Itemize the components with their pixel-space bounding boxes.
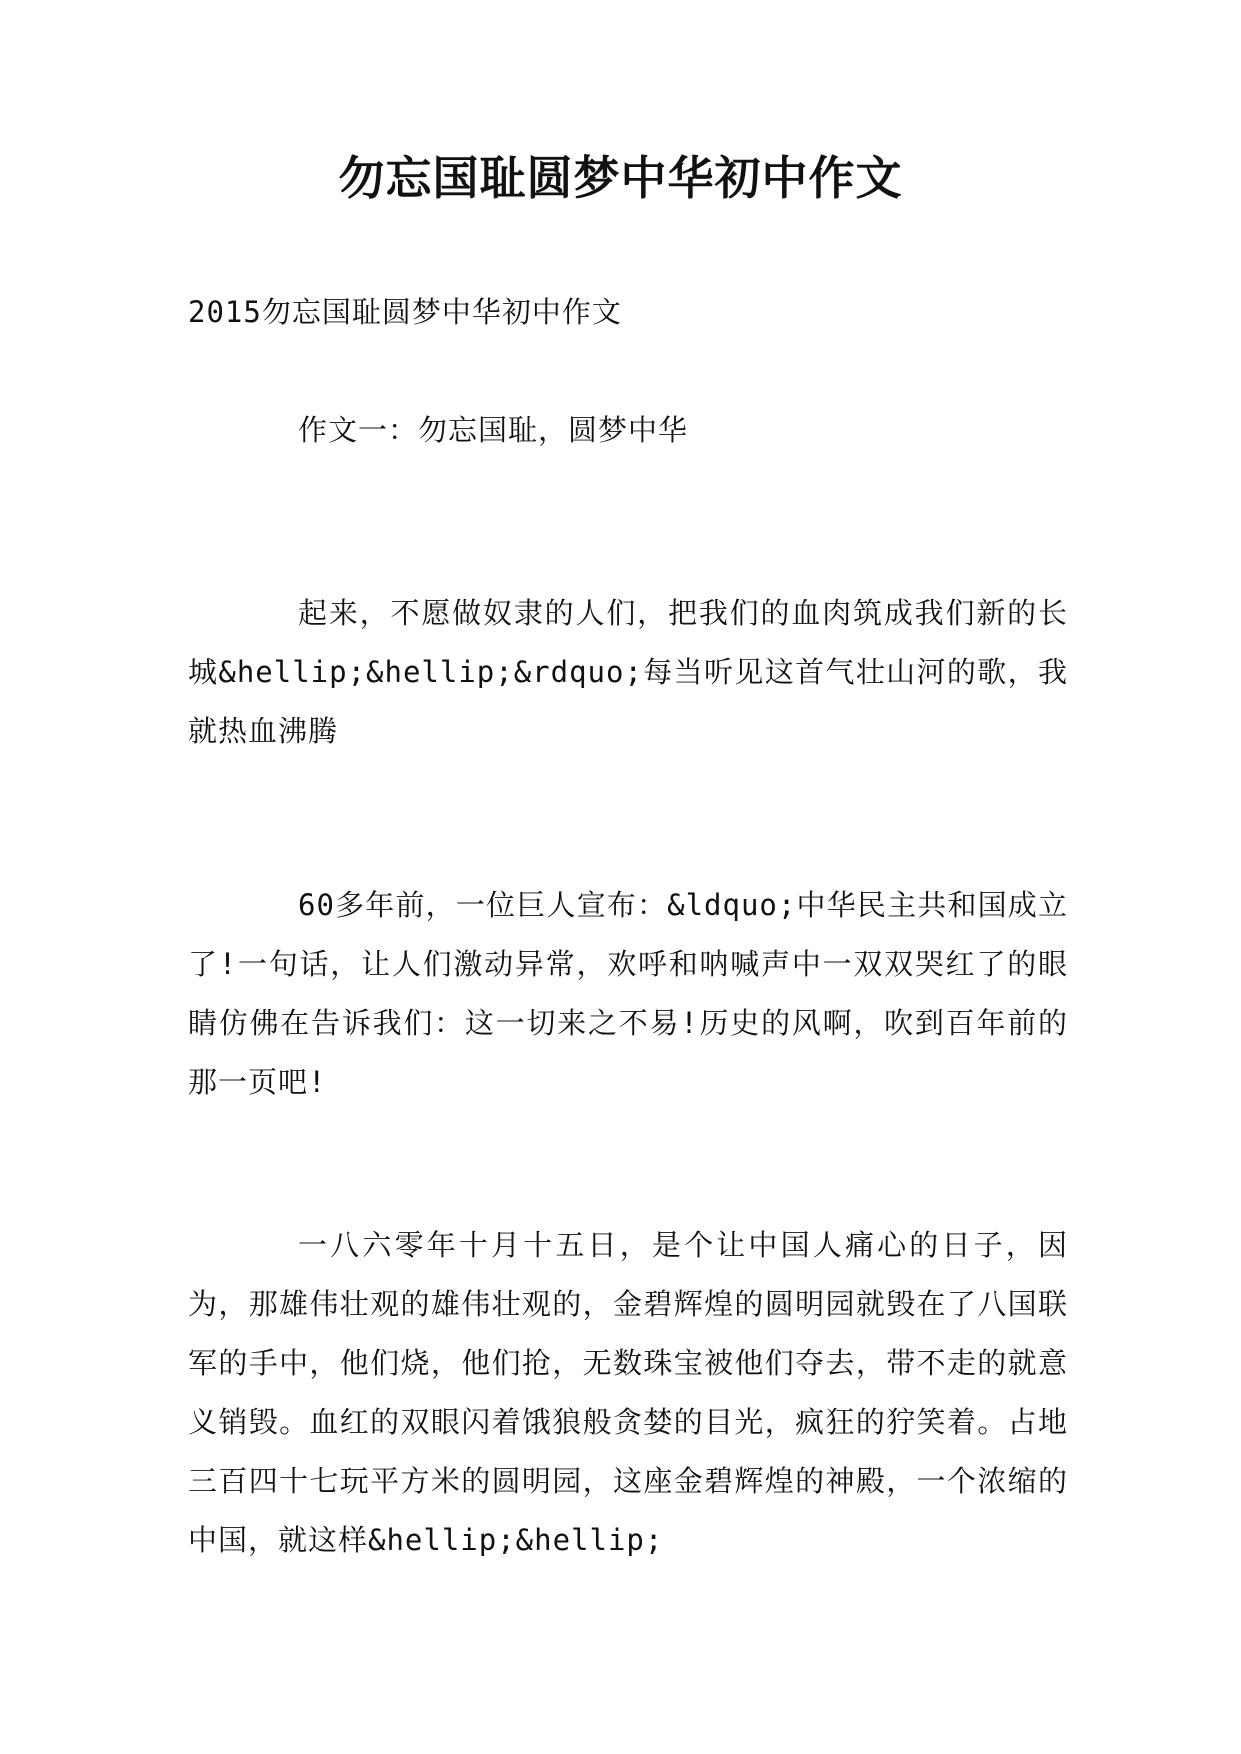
paragraph-2: 60多年前，一位巨人宣布：&ldquo;中华民主共和国成立了!一句话，让人们激动异常，欢呼和呐喊声中一双双哭红了的眼睛仿佛在告诉我们：这一切来之不易!历史的风啊，吹到百年前的那一页吧! [188, 888, 1068, 1099]
document-subtitle: 2015勿忘国耻圆梦中华初中作文 [188, 295, 622, 329]
essay-heading: 作文一：勿忘国耻，圆梦中华 [298, 413, 689, 447]
document-title: 勿忘国耻圆梦中华初中作文 [338, 151, 903, 205]
paragraph-1: 起来，不愿做奴隶的人们，把我们的血肉筑成我们新的长城&hellip;&hellip;&rdquo;每当听见这首气壮山河的歌，我就热血沸腾 [188, 596, 1068, 748]
paragraph-3: 一八六零年十月十五日，是个让中国人痛心的日子，因为，那雄伟壮观的雄伟壮观的，金碧辉煌的圆明园就毁在了八国联军的手中，他们烧，他们抢，无数珠宝被他们夺去，带不走的就意义销毁。血红的双眼闪着饿狼般贪婪的目光，疯狂的狞笑着。占地三百四十七玩平方米的圆明园，这座金碧辉煌的神殿，一个浓缩的中国，就这样&hellip;&hellip; [188, 1228, 1068, 1557]
